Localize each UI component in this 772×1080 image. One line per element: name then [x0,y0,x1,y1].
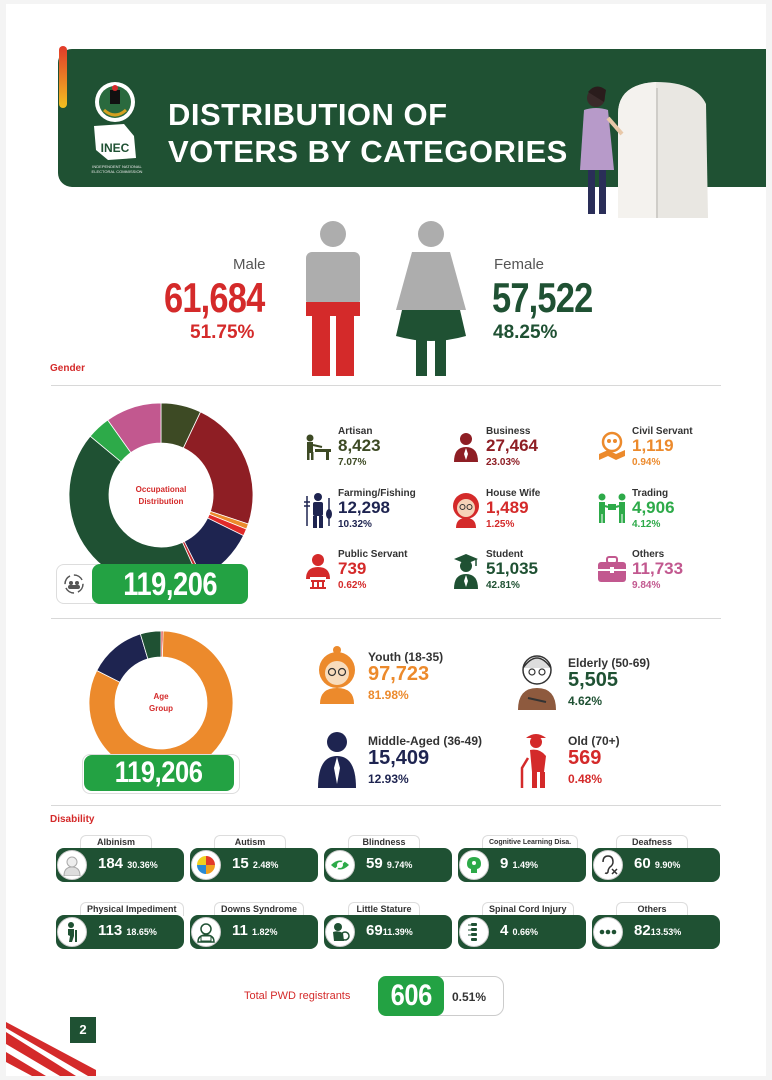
autism-icon [195,854,217,876]
physical-icon [61,921,83,943]
disability-card-spinal: Spinal Cord Injury 4 0.66% [458,902,586,950]
page-title [168,96,568,170]
age-item-old: Old (70+) 569 0.48% [514,728,714,788]
divider [51,618,721,619]
svg-text:INEC: INEC [100,141,130,155]
downs-icon [195,921,217,943]
disability-card-autism: Autism 15 2.48% [190,835,318,883]
public-servant-icon [302,553,334,589]
dots-icon [597,921,619,943]
cognitive-icon [463,854,485,876]
voting-booth-illustration [566,74,716,220]
blindness-icon [329,854,351,876]
disability-card-others: Others 8213.53% [592,902,720,950]
middle-aged-icon [314,728,360,788]
pwd-total-pct: 0.51% [452,990,487,1004]
disability-card-blindness: Blindness 59 9.74% [324,835,452,883]
divider [51,385,721,386]
title-line-1: DISTRIBUTION OF [168,97,448,132]
occupation-item-student: Student 51,035 42.81% [450,549,600,603]
civil-servant-icon [596,430,628,462]
female-figure-icon [390,218,472,378]
pwd-total-value: 606 [378,976,444,1016]
female-label: Female [494,256,545,273]
female-pct: 48.25% [493,322,558,343]
disability-card-cognitive: Cognitive Learning Disa. 9 1.49% [458,835,586,883]
disability-card-physical: Physical Impediment 113 18.65% [56,902,184,950]
age-chart-label: Age Group [149,692,173,713]
divider [51,805,721,806]
trading-icon [596,492,628,524]
age-total: 119,206 [84,755,234,791]
little-stature-icon [329,921,351,943]
age-item-elderly: Elderly (50-69) 5,505 4.62% [514,650,714,710]
business-icon [450,430,482,462]
male-label: Male [233,256,266,273]
accent-bar [59,46,67,108]
occupation-item-public-servant: Public Servant 739 0.62% [302,549,452,603]
logo-caption: INDEPENDENT NATIONAL ELECTORAL COMMISSION [91,164,143,174]
occupation-item-civil-servant: Civil Servant 1,119 0.94% [596,426,746,480]
age-item-youth: Youth (18-35) 97,723 81.98% [314,644,514,704]
disability-card-little-stature: Little Stature 6911.39% [324,902,452,950]
title-line-2: VOTERS BY CATEGORIES [168,134,568,169]
spinal-icon [463,921,485,943]
farming-icon [302,492,334,528]
occupation-item-others: Others 11,733 9.84% [596,549,746,603]
gender-section-label: Gender [50,363,86,374]
pwd-total-label: Total PWD registrants [244,990,351,1002]
occupation-total: 119,206 [92,564,248,604]
occupation-item-farming: Farming/Fishing 12,298 10.32% [302,488,452,542]
inec-logo [84,80,146,176]
disability-card-albinism: Albinism 184 30.36% [56,835,184,883]
page-number: 2 [70,1017,96,1043]
artisan-icon [302,430,334,462]
albinism-icon [61,854,83,876]
age-item-middle-aged: Middle-Aged (36-49) 15,409 12.93% [314,728,514,788]
male-pct: 51.75% [190,322,255,343]
old-icon [514,728,560,788]
student-icon [450,553,482,589]
disability-card-deafness: Deafness 60 9.90% [592,835,720,883]
occupation-item-trading: Trading 4,906 4.12% [596,488,746,542]
elderly-icon [514,650,560,710]
youth-icon [314,644,360,704]
occupation-item-business: Business 27,464 23.03% [450,426,600,480]
disability-section-label: Disability [50,814,95,825]
deafness-icon [597,854,619,876]
page [6,4,766,1076]
others-icon [596,553,628,585]
female-value: 57,522 [492,274,593,321]
male-figure-icon [302,218,364,378]
people-refresh-icon [62,572,86,596]
occupation-item-house-wife: House Wife 1,489 1.25% [450,488,600,542]
disability-card-downs: Downs Syndrome 11 1.82% [190,902,318,950]
occupation-item-artisan: Artisan 8,423 7.07% [302,426,452,480]
male-value: 61,684 [164,274,265,321]
occupation-chart-label: Occupational Distribution [135,485,187,506]
housewife-icon [450,492,482,528]
